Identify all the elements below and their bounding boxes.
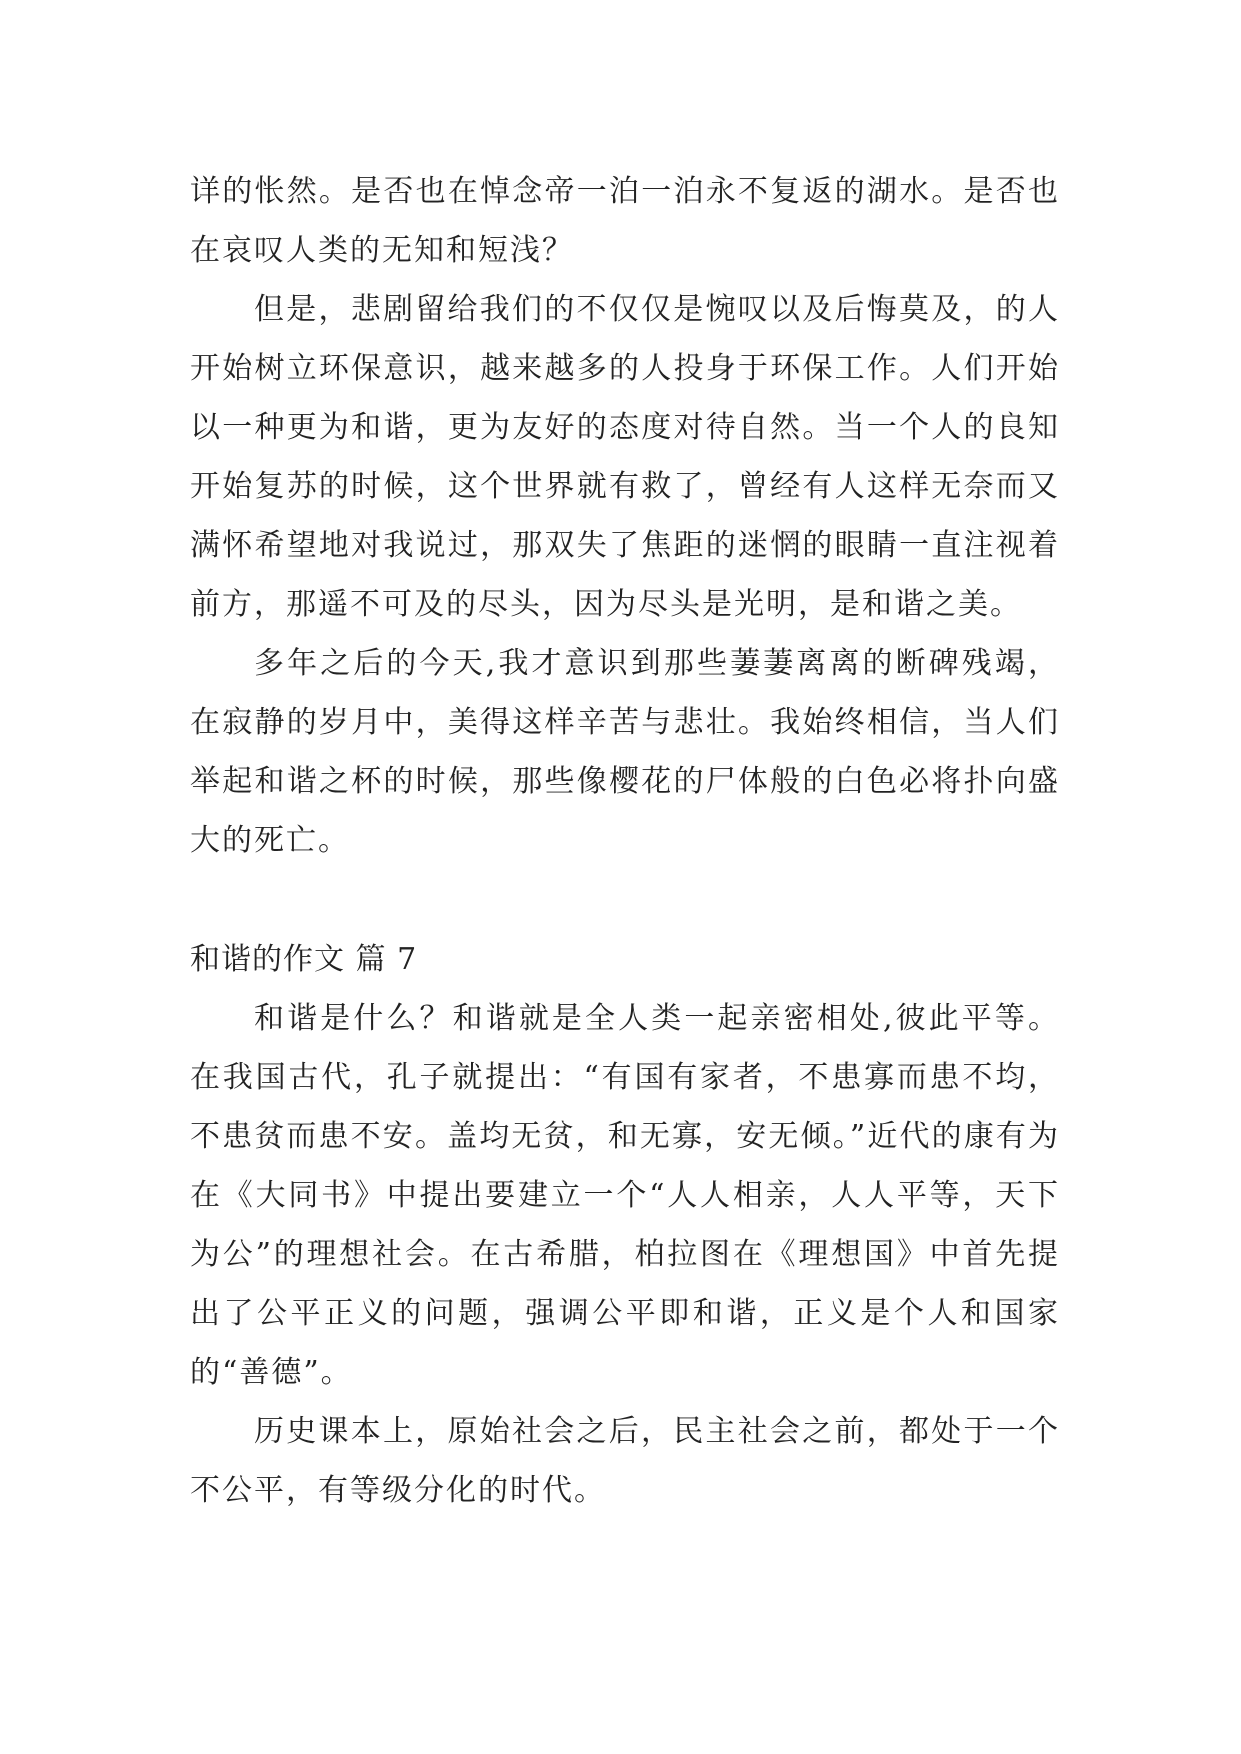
section-spacer [190,870,1060,930]
paragraph-2: 但是，悲剧留给我们的不仅仅是惋叹以及后悔莫及，的人开始树立环保意识，越来越多的人投身于环保工作。人们开始以一种更为和谐，更为友好的态度对待自然。当一个人的良知开始复苏的时候，这个世界就有救了，曾经有人这样无奈而又满怀希望地对我说过，那双失了焦距的迷惘的眼睛一直注视着前方，那遥不可及的尽头，因为尽头是光明，是和谐之美。 [190,292,1060,622]
document-body [190,162,1060,1520]
section-heading: 和谐的作文 篇 7 [190,942,418,977]
paragraph-4: 和谐是什么？和谐就是全人类一起亲密相处,彼此平等。在我国古代，孔子就提出：“有国有家者，不患寡而患不均，不患贫而患不安。盖均无贫，和无寡，安无倾。”近代的康有为在《大同书》中提出要建立一个“人人相亲，人人平等，天下为公”的理想社会。在古希腊，柏拉图在《理想国》中首先提出了公平正义的问题，强调公平即和谐，正义是个人和国家的“善德”。 [190,1001,1060,1390]
paragraph-3: 多年之后的今天,我才意识到那些萋萋离离的断碑残竭，在寂静的岁月中，美得这样辛苦与悲壮。我始终相信，当人们举起和谐之杯的时候，那些像樱花的尸体般的白色必将扑向盛大的死亡。 [190,646,1060,858]
paragraph-5: 历史课本上，原始社会之后，民主社会之前，都处于一个不公平，有等级分化的时代。 [190,1414,1060,1508]
paragraph-continuation: 详的怅然。是否也在悼念帝一泊一泊永不复返的湖水。是否也在哀叹人类的无知和短浅？ [190,174,1060,268]
